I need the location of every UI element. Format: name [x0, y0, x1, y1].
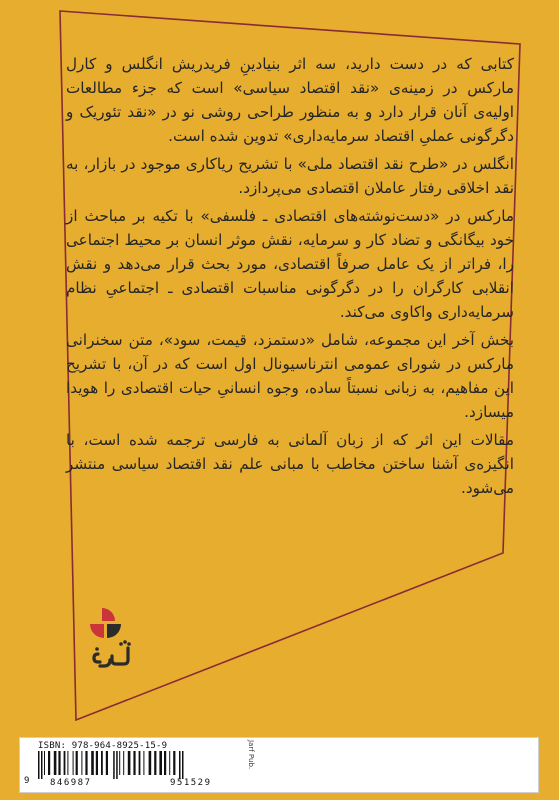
- publisher-logo-icon: [88, 604, 134, 674]
- blurb-paragraph-2: انگلس در «طرح نقد اقتصاد ملی» با تشریح ریاکاری موجود در بازار، به نقد اخلاقی رفتار عاملان اقتصادی می‌پردازد.: [66, 155, 514, 197]
- publisher-logo: [88, 604, 134, 674]
- barcode-digit-first: 9: [24, 776, 30, 786]
- barcode-bars: [36, 751, 254, 779]
- blurb-paragraph-4: بخش آخر این مجموعه، شامل «دستمزد، قیمت، سود»، متن سخنرانی مارکس در شورای عمومی انترناسیونال اول است که در آن، با تشریح این مفاهیم، به زبانی نسبتاً ساده، وجوه انسانیِ حیات اقتصادی را هویدا میسازد.: [66, 331, 514, 421]
- publisher-small-label: Jarf Pub.: [247, 740, 255, 770]
- blurb-paragraph-3: مارکس در «دست‌نوشته‌های اقتصادی ـ فلسفی» با تکیه بر مباحث از خود بیگانگی و تضاد کار و سرمایه، نقش موثر انسان بر محیط اجتماعی را، فراتر از یک عامل صرفاً اقتصادی، مورد بحث قرار می‌دهد و نقش انقلابی کارگران را در دگرگونی مناسبات اقتصادی ـ اجتماعیِ نظام سرمایه‌داری واکاوی می‌کند.: [66, 207, 514, 321]
- barcode-digits-group-2: 951529: [170, 778, 212, 788]
- barcode-digits-group-1: 846987: [50, 778, 92, 788]
- blurb-paragraph-5: مقالات این اثر که از زبان آلمانی به فارسی ترجمه شده است، با انگیزه‌ی آشنا ساختن مخاطب با مبانی علم نقد اقتصاد سیاسی منتشر می‌شود.: [66, 431, 514, 497]
- blurb-text: [66, 52, 514, 504]
- barcode-panel: [19, 737, 539, 793]
- blurb-paragraph-1: کتابی که در دست دارید، سه اثر بنیادینِ فریدریش انگلس و کارل مارکس در زمینه‌ی «نقد اقتصاد سیاسی» است که جزء مطالعات اولیه‌ی آنان قرار دارد و به منظور طراحی روشی نو در «نقد تئوریک و دگرگونی عملیِ اقتصاد سرمایه‌داری» تدوین شده است.: [66, 55, 514, 145]
- isbn-text: ISBN: 978-964-8925-15-9: [38, 741, 168, 751]
